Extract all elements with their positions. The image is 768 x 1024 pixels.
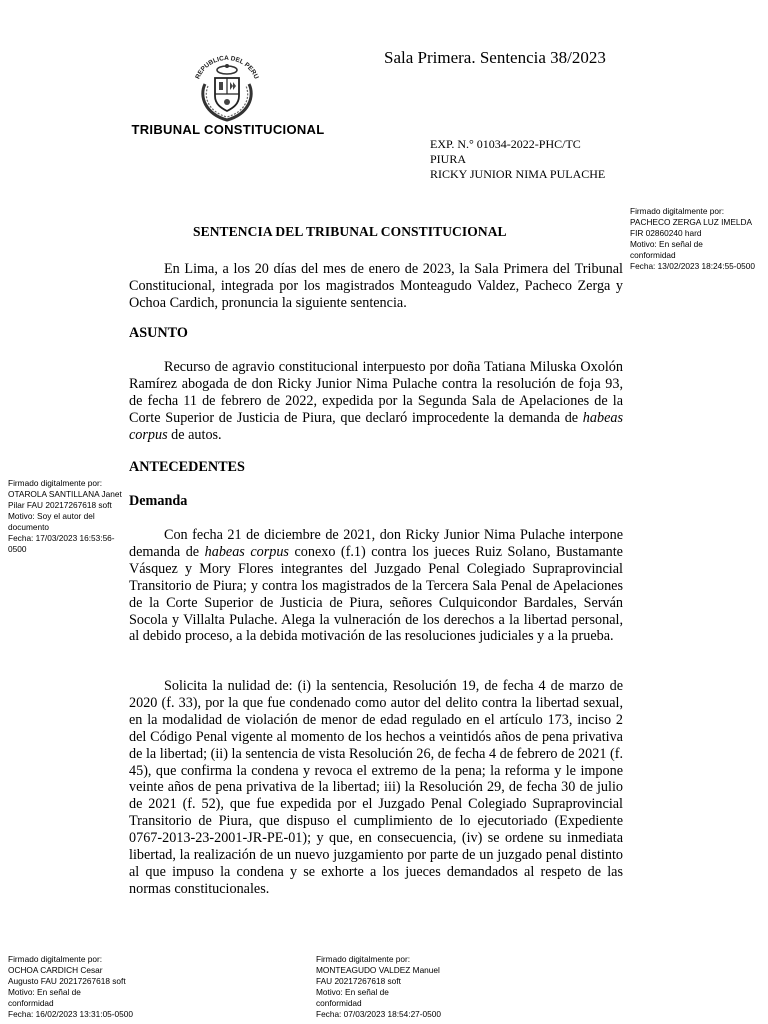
section-heading-antecedentes: ANTECEDENTES (129, 459, 245, 475)
sig-line: documento (8, 522, 50, 532)
asunto-paragraph (129, 359, 623, 444)
sig-line: Augusto FAU 20217267618 soft (8, 976, 126, 986)
demanda-paragraph-1 (129, 527, 623, 645)
sig-line: conformidad (316, 998, 362, 1008)
sig-line: OTAROLA SANTILLANA Janet (8, 489, 122, 499)
seal-top-text: REPUBLICA DEL PERU (194, 54, 260, 81)
sig-line: Motivo: En señal de (630, 239, 703, 249)
digital-signature-ochoa (8, 954, 158, 1020)
sig-line: Motivo: En señal de (8, 987, 81, 997)
case-party: RICKY JUNIOR NIMA PULACHE (430, 167, 606, 181)
sig-line: conformidad (8, 998, 54, 1008)
digital-signature-monteagudo (316, 954, 476, 1020)
subsection-heading-demanda: Demanda (129, 493, 188, 509)
case-city: PIURA (430, 152, 467, 166)
demanda1-text: Con fecha 21 de diciembre de 2021, don Ricky Junior Nima Pulache interpone demanda de (129, 527, 623, 560)
institution-name: TRIBUNAL CONSTITUCIONAL (131, 122, 325, 137)
coat-of-arms-logo (183, 48, 271, 124)
sig-line: conformidad (630, 250, 676, 260)
intro-text: En Lima, a los 20 días del mes de enero de 2023, la Sala Primera del Tribunal Constitucional, integrada por los magistrados Monteagudo Valdez, Pacheco Zerga y Ochoa Cardich, pronuncia la siguiente sentencia. (129, 261, 623, 311)
sig-line: Firmado digitalmente por: (630, 206, 725, 216)
asunto-emphasis: habeas corpus (129, 409, 623, 443)
sig-line: FIR 02860240 hard (630, 228, 702, 238)
section-heading-asunto: ASUNTO (129, 325, 188, 341)
sig-line: Motivo: En señal de (316, 987, 389, 997)
intro-paragraph (129, 261, 623, 312)
digital-signature-pacheco (630, 206, 768, 272)
asunto-text: Recurso de agravio constitucional interpuesto por doña Tatiana Miluska Oxolón Ramírez abogada de don Ricky Junior Nima Pulache contra la resolución de foja 93, de fecha 11 de febrero de 2022, expedida por la Segunda Sala de Apelaciones de la Corte Superior de Justicia de Piura, que declaró improcedente la demanda de (129, 359, 623, 426)
sig-line: Firmado digitalmente por: (8, 954, 103, 964)
case-exp: EXP. N.° 01034-2022-PHC/TC (430, 137, 581, 151)
judgment-title: SENTENCIA DEL TRIBUNAL CONSTITUCIONAL (193, 224, 507, 239)
document-header-title: Sala Primera. Sentencia 38/2023 (384, 48, 606, 67)
sig-line: Fecha: 16/02/2023 13:31:05-0500 (8, 1009, 134, 1019)
case-info (430, 137, 605, 182)
sig-line: MONTEAGUDO VALDEZ Manuel (316, 965, 440, 975)
sig-line: Fecha: 17/03/2023 16:53:56-0500 (8, 533, 115, 554)
sig-line: FAU 20217267618 soft (316, 976, 401, 986)
sig-line: Fecha: 07/03/2023 18:54:27-0500 (316, 1009, 442, 1019)
asunto-text-end: de autos. (167, 426, 222, 443)
sig-line: PACHECO ZERGA LUZ IMELDA (630, 217, 753, 227)
demanda2-text: Solicita la nulidad de: (i) la sentencia, Resolución 19, de fecha 4 de marzo de 2020 (f. 33), por la que fue condenado como autor del delito contra la libertad sexual, en la modalidad de violación de menor de edad regulado en el artículo 173, inciso 2 del Código Penal vigente al momento de los hechos a veintidós años de pena privativa de la libertad; (ii) la sentencia de vista Resolución 26, de fecha 4 de febrero de 2021 (f. 45), que confirma la condena y revoca el extremo de la pena; la reforma y le impone veinte años de pena privativa de la libertad; iii) la Resolución 29, de fecha 30 de julio de 2021 (f. 52), que fue expedida por el Juzgado Penal Colegiado Supraprovincial Transitorio de Piura, que dispuso el cumplimiento de lo ejecutoriado (Expediente 0767-2013-23-2001-JR-PE-01); y que, en consecuencia, (iv) se ordene su inmediata libertad, la realización de un nuevo juzgamiento por parte de un juzgado penal distinto al que impuso la condena y se exhorte a los jueces demandados al respeto de las normas constitucionales. (129, 678, 623, 897)
sig-line: Fecha: 13/02/2023 18:24:55-0500 (630, 261, 756, 271)
sig-line: Firmado digitalmente por: (8, 478, 103, 488)
demanda-paragraph-2 (129, 678, 623, 898)
digital-signature-otarola (8, 478, 130, 555)
sig-line: Firmado digitalmente por: (316, 954, 411, 964)
sig-line: Pilar FAU 20217267618 soft (8, 500, 112, 510)
demanda1-emphasis: habeas corpus (204, 543, 289, 560)
demanda1-text-end: conexo (f.1) contra los jueces Ruiz Solano, Bustamante Vásquez y Mory Flores integrantes del Juzgado Penal Colegiado Supraprovincial Transitorio de Piura; y contra los magistrados de la Tercera Sala Penal de Apelaciones de la Corte Superior de Justicia de Piura, señores Culquicondor Bardales, Serván Socola y Villalta Pulache. Alega la vulneración de los derechos a la libertad personal, al debido proceso, a la debida motivación de las resoluciones judiciales y a la prueba. (129, 543, 623, 645)
sig-line: Motivo: Soy el autor del (8, 511, 95, 521)
sig-line: OCHOA CARDICH Cesar (8, 965, 103, 975)
